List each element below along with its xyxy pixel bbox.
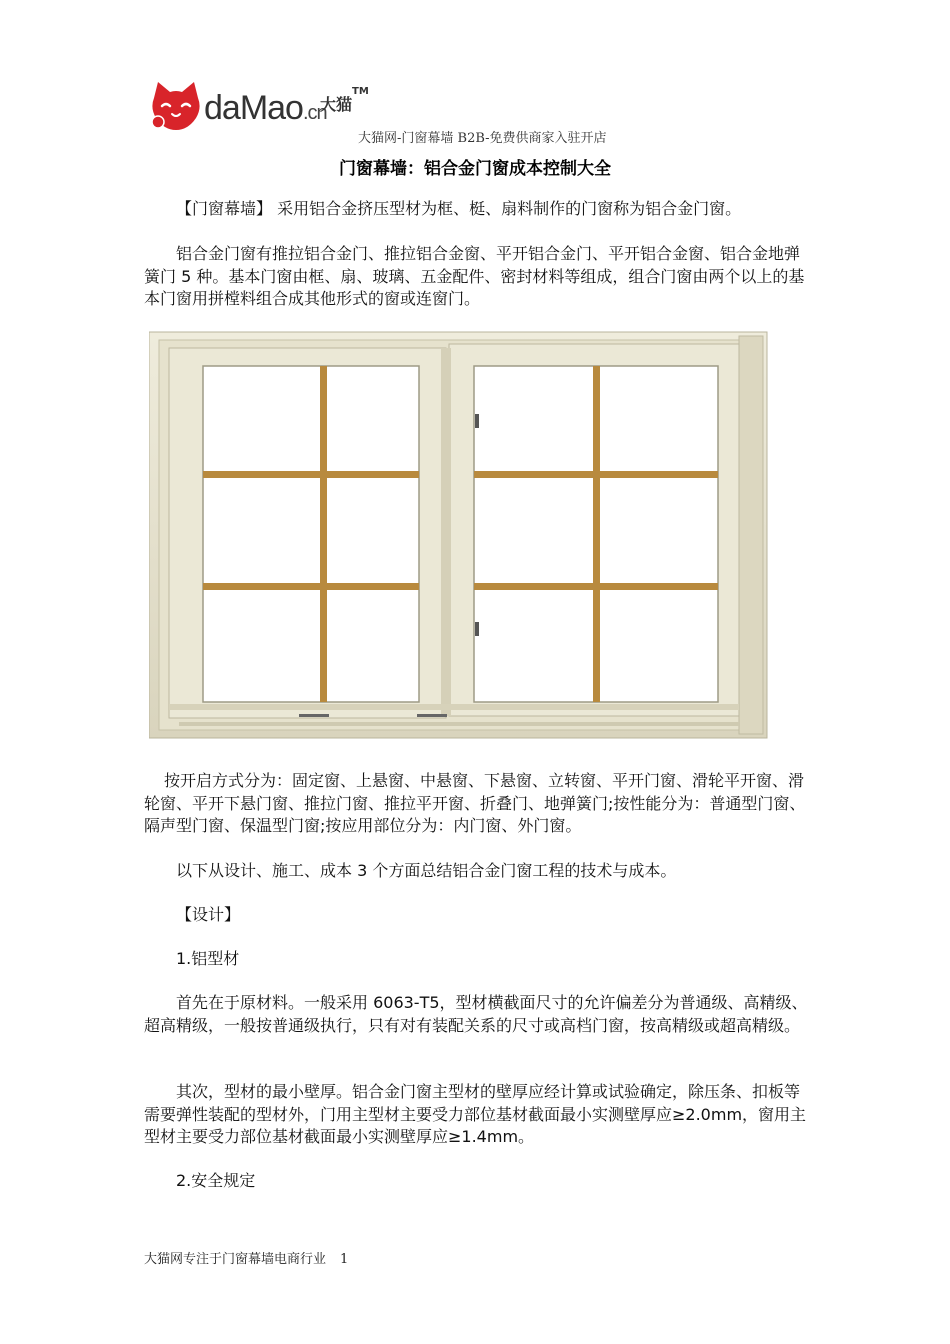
paragraph-text: 以下从设计、施工、成本 3 个方面总结铝合金门窗工程的技术与成本。 bbox=[176, 861, 677, 880]
aluminum-sliding-window-photo bbox=[149, 330, 769, 740]
paragraph-text: 2.安全规定 bbox=[176, 1171, 256, 1190]
header-subtitle: 大猫网-门窗幕墙 B2B-免费供商家入驻开店 bbox=[358, 131, 607, 146]
logo-text-domain: .cn bbox=[302, 102, 327, 124]
cat-icon bbox=[148, 78, 204, 134]
page-number: 1 bbox=[340, 1252, 349, 1267]
paragraph-text: 铝合金门窗有推拉铝合金门、推拉铝合金窗、平开铝合金门、平开铝合金窗、铝合金地弹簧门 5 种。基本门窗由框、扇、玻璃、五金配件、密封材料等组成，组合门窗由两个以上的基本门窗用拼樘料组合成其他形式的窗或连窗门。 bbox=[144, 244, 805, 308]
section-heading-design bbox=[144, 904, 809, 927]
subheading-aluminum-profile bbox=[144, 948, 809, 971]
paragraph-text: 其次，型材的最小壁厚。铝合金门窗主型材的壁厚应经计算或试验确定，除压条、扣板等需要弹性装配的型材外，门用主型材主要受力部位基材截面最小实测壁厚应≥2.0mm，窗用主型材主要受力部位基材截面最小实测壁厚应≥1.4mm。 bbox=[144, 1082, 807, 1146]
paragraph-raw-material bbox=[144, 992, 809, 1037]
paragraph-text: 【门窗幕墙】 采用铝合金挤压型材为框、梃、扇料制作的门窗称为铝合金门窗。 bbox=[176, 199, 742, 218]
page-footer bbox=[144, 1248, 348, 1267]
logo-trademark: TM bbox=[352, 86, 369, 97]
logo-chinese-name: 大猫 bbox=[320, 95, 353, 114]
paragraph-intro bbox=[144, 198, 809, 221]
paragraph-text: 【设计】 bbox=[176, 905, 241, 924]
paragraph-types bbox=[144, 243, 809, 311]
logo-wordmark bbox=[204, 88, 327, 133]
paragraph-wall-thickness bbox=[144, 1081, 809, 1149]
subheading-safety bbox=[144, 1170, 809, 1193]
damao-logo[interactable] bbox=[148, 78, 368, 134]
footer-text: 大猫网专注于门窗幕墙电商行业 bbox=[144, 1252, 327, 1267]
paragraph-summary bbox=[144, 860, 809, 883]
paragraph-text: 1.铝型材 bbox=[176, 949, 240, 968]
paragraph-text: 首先在于原材料。一般采用 6063-T5，型材横截面尺寸的允许偏差分为普通级、高精级、超高精级，一般按普通级执行，只有对有装配关系的尺寸或高档门窗，按高精级或超高精级。 bbox=[144, 993, 808, 1035]
paragraph-classification bbox=[144, 770, 809, 838]
page-title: 门窗幕墙：铝合金门窗成本控制大全 bbox=[339, 159, 611, 179]
paragraph-text: 按开启方式分为：固定窗、上悬窗、中悬窗、下悬窗、立转窗、平开门窗、滑轮平开窗、滑轮窗、平开下悬门窗、推拉门窗、推拉平开窗、折叠门、地弹簧门;按性能分为：普通型门窗、隔声型门窗、保温型门窗;按应用部位分为：内门窗、外门窗。 bbox=[144, 771, 806, 835]
logo-text-main: daMao bbox=[204, 89, 303, 127]
